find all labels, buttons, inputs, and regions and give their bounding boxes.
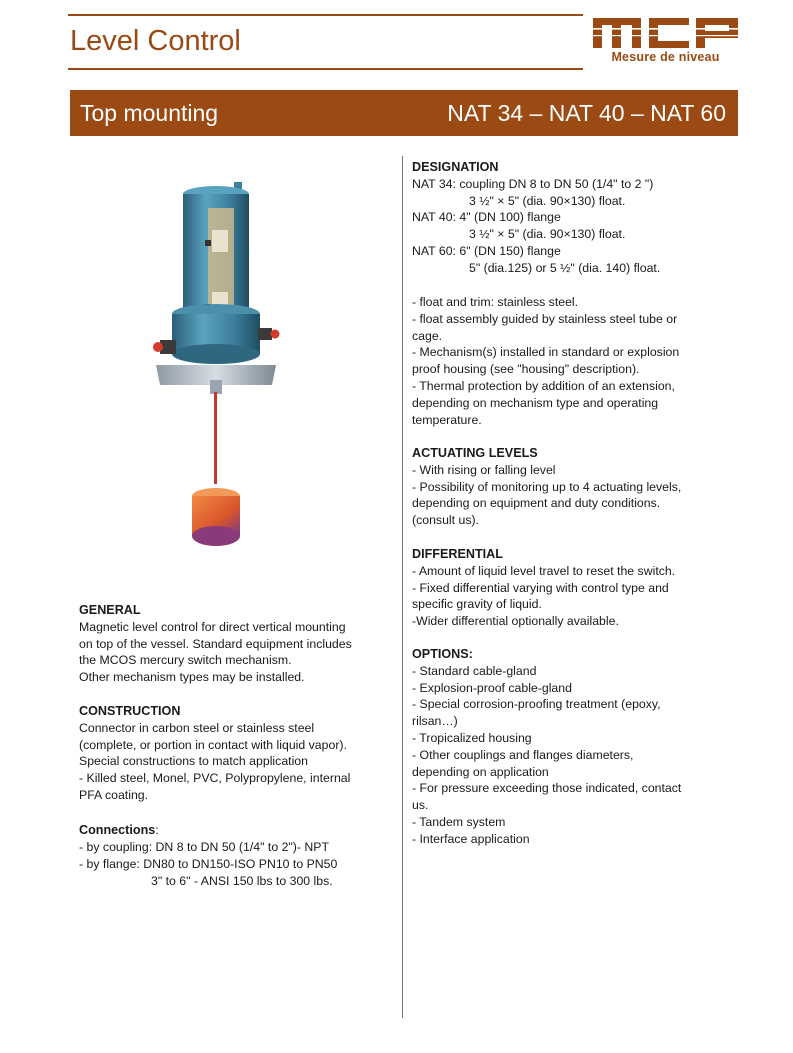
general-section (79, 602, 352, 686)
text-line: - Possibility of monitoring up to 4 actuating levels, (412, 479, 682, 494)
section-banner (70, 90, 738, 136)
text-line: depending on application (412, 764, 549, 779)
section-heading: DIFFERENTIAL (412, 547, 503, 561)
text-line: - With rising or falling level (412, 462, 556, 477)
construction-section (79, 703, 350, 804)
section-heading: CONSTRUCTION (79, 704, 181, 718)
text-line: - by coupling: DN 8 to DN 50 (1/4" to 2")- NPT (79, 840, 329, 854)
section-heading: DESIGNATION (412, 160, 499, 174)
mlp-logo-mark-icon (593, 14, 738, 50)
text-line: depending on mechanism type and operating (412, 395, 659, 410)
banner-title: Top mounting (80, 100, 219, 126)
text-line: 3 ½" × 5" (dia. 90×130) float. (469, 227, 626, 242)
text-line: temperature. (412, 412, 482, 427)
text-line: - Fixed differential varying with control type and (412, 580, 669, 595)
logo-tagline: Mesure de niveau (611, 50, 720, 64)
text-line: NAT 34: coupling DN 8 to DN 50 (1/4" to 2 ") (412, 176, 654, 191)
text-line: depending on equipment and duty conditions. (412, 496, 661, 511)
connections-section (79, 821, 337, 889)
text-line: - Interface application (412, 831, 530, 846)
text-line: NAT 40: 4" (DN 100) flange (412, 210, 561, 225)
text-line: -Wider differential optionally available. (412, 614, 619, 629)
text-line: - Tandem system (412, 814, 506, 829)
section-heading: ACTUATING LEVELS (412, 446, 538, 460)
materials-section (412, 294, 679, 428)
designation-section (412, 159, 660, 277)
section-heading: Connections (79, 823, 156, 837)
section-heading: GENERAL (79, 603, 141, 617)
text-line: NAT 60: 6" (DN 150) flange (412, 243, 561, 258)
text-line: - Mechanism(s) installed in standard or explosion (412, 345, 680, 360)
text-line: specific gravity of liquid. (412, 597, 542, 612)
header-top-rule (68, 14, 583, 16)
level-control-float-switch-illustration-icon (150, 180, 290, 555)
text-line: - float assembly guided by stainless steel tube or (412, 311, 678, 326)
text-line: on top of the vessel. Standard equipment includes (79, 636, 352, 651)
text-line: 5" (dia.125) or 5 ½" (dia. 140) float. (469, 260, 661, 275)
actuating-levels-section (412, 445, 681, 529)
text-line: - Other couplings and flanges diameters, (412, 747, 634, 762)
page-title: Level Control (70, 25, 241, 57)
text-line: - Amount of liquid level travel to reset the switch. (412, 563, 676, 578)
text-line: - Killed steel, Monel, PVC, Polypropylene, internal (79, 771, 351, 786)
text-line: (consult us). (412, 513, 479, 528)
options-section (412, 646, 681, 848)
text-line: Connector in carbon steel or stainless steel (79, 720, 315, 735)
text-line: - Thermal protection by addition of an extension, (412, 378, 675, 393)
text-line: Other mechanism types may be installed. (79, 670, 305, 685)
header-bottom-rule (68, 68, 583, 70)
heading-suffix: : (155, 823, 159, 837)
text-line: us. (412, 798, 429, 813)
text-line: - float and trim: stainless steel. (412, 295, 579, 309)
text-line: Magnetic level control for direct vertical mounting (79, 619, 346, 634)
section-heading: OPTIONS: (412, 647, 473, 661)
text-line: 3" to 6" - ANSI 150 lbs to 300 lbs. (151, 873, 333, 888)
text-line: 3 ½" × 5" (dia. 90×130) float. (469, 193, 626, 208)
text-line: - Standard cable-gland (412, 663, 537, 678)
column-divider (402, 156, 403, 1018)
company-logo (593, 14, 738, 70)
text-line: - Explosion-proof cable-gland (412, 680, 572, 695)
text-line: - Tropicalized housing (412, 730, 532, 745)
text-line: (complete, or portion in contact with liquid vapor). (79, 737, 347, 752)
product-illustration (150, 180, 290, 555)
text-line: PFA coating. (79, 787, 149, 802)
banner-models: NAT 34 – NAT 40 – NAT 60 (447, 100, 726, 126)
text-line: Special constructions to match application (79, 754, 308, 769)
text-line: - Special corrosion-proofing treatment (epoxy, (412, 697, 661, 712)
text-line: cage. (412, 328, 443, 343)
text-line: - by flange: DN80 to DN150-ISO PN10 to PN50 (79, 856, 338, 871)
differential-section (412, 546, 675, 630)
text-line: rilsan…) (412, 714, 458, 729)
text-line: proof housing (see "housing" description). (412, 362, 640, 377)
text-line: - For pressure exceeding those indicated, contact (412, 781, 682, 796)
text-line: the MCOS mercury switch mechanism. (79, 653, 292, 668)
